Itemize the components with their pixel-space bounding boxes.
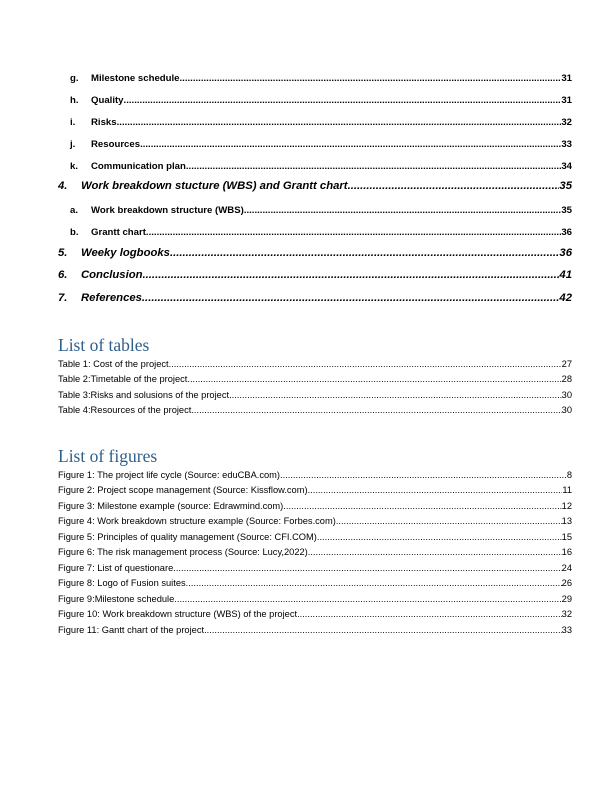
- figure-entry-label: Figure 9:Milestone schedule: [58, 594, 175, 604]
- toc-leader-dots: [117, 116, 562, 129]
- table-entry-page: 30: [561, 405, 572, 415]
- table-entry-label: Table 2:Timetable of the project: [58, 374, 188, 384]
- table-entry-page: 30: [561, 390, 572, 400]
- figure-list-entry[interactable]: [58, 469, 572, 482]
- toc-leader-dots: [186, 160, 561, 173]
- toc-entry[interactable]: [58, 116, 572, 129]
- table-entry-label: Table 1: Cost of the project: [58, 359, 169, 369]
- toc-leader-dots: [280, 469, 567, 482]
- toc-leader-dots: [174, 593, 561, 606]
- toc-section-entry[interactable]: [58, 246, 572, 261]
- toc-section-page: 36: [559, 247, 572, 259]
- toc-entry-page: 31: [561, 95, 572, 106]
- toc-entry-page: 34: [561, 161, 572, 172]
- figure-entry-page: 12: [561, 501, 572, 511]
- figure-list-entry[interactable]: [58, 484, 572, 497]
- toc-leader-dots: [143, 268, 560, 283]
- toc-section-number: 6.: [58, 269, 68, 281]
- toc-entry-number: g.: [70, 73, 79, 84]
- figure-entry-page: 33: [561, 625, 572, 635]
- toc-leader-dots: [244, 204, 562, 217]
- figure-entry-page: 26: [561, 578, 572, 588]
- toc-leader-dots: [180, 72, 562, 85]
- figure-list-entry[interactable]: [58, 577, 572, 590]
- toc-leader-dots: [308, 546, 562, 559]
- toc-entry-number: j.: [70, 139, 76, 150]
- figure-list-entry[interactable]: [58, 562, 572, 575]
- toc-leader-dots: [308, 484, 563, 497]
- list-of-tables-heading: List of tables: [58, 335, 150, 355]
- table-entry-label: Table 4:Resources of the project: [58, 405, 192, 415]
- table-entry-page: 28: [561, 374, 572, 384]
- figure-entry-label: Figure 3: Milestone example (source: Edrawmind.com): [58, 501, 284, 511]
- toc-leader-dots: [187, 373, 561, 386]
- table-entry-page: 27: [561, 359, 572, 369]
- figure-list-entry[interactable]: [58, 531, 572, 544]
- toc-section-label: Conclusion: [81, 269, 143, 281]
- toc-section-number: 4.: [58, 180, 68, 192]
- figure-entry-label: Figure 5: Principles of quality management (Source: CFI.COM): [58, 532, 317, 542]
- table-list-entry[interactable]: [58, 373, 572, 386]
- table-entry-label: Table 3:Risks and solusions of the project: [58, 390, 230, 400]
- toc-leader-dots: [317, 531, 562, 544]
- figure-entry-label: Figure 4: Work breakdown structure example (Source: Forbes.com): [58, 516, 336, 526]
- figure-entry-page: 11: [562, 485, 572, 495]
- figure-list-entry[interactable]: [58, 515, 572, 528]
- toc-section-page: 41: [559, 269, 572, 281]
- figure-entry-page: 16: [561, 547, 572, 557]
- toc-entry-page: 32: [561, 117, 572, 128]
- toc-leader-dots: [124, 94, 562, 107]
- toc-entry[interactable]: [58, 204, 572, 217]
- toc-entry-label: Milestone schedule: [91, 73, 180, 84]
- toc-section-page: 35: [559, 180, 572, 192]
- figure-entry-page: 15: [561, 532, 572, 542]
- figure-entry-label: Figure 2: Project scope management (Source: Kissflow.com): [58, 485, 308, 495]
- toc-leader-dots: [297, 608, 562, 621]
- toc-section-page: 42: [559, 292, 572, 304]
- toc-entry[interactable]: [58, 138, 572, 151]
- toc-entry[interactable]: [58, 94, 572, 107]
- toc-entry-label: Communication plan: [91, 161, 186, 172]
- toc-entry-label: Quality: [91, 95, 124, 106]
- toc-entry[interactable]: [58, 160, 572, 173]
- toc-entry-page: 36: [561, 227, 572, 238]
- toc-section-label: Work breakdown stucture (WBS) and Grantt chart: [81, 180, 348, 192]
- toc-leader-dots: [204, 624, 562, 637]
- toc-leader-dots: [169, 358, 562, 371]
- figure-entry-label: Figure 1: The project life cycle (Source: eduCBA.com): [58, 470, 281, 480]
- figure-entry-page: 13: [561, 516, 572, 526]
- toc-entry[interactable]: [58, 72, 572, 85]
- figure-list-entry[interactable]: [58, 608, 572, 621]
- toc-entry-page: 35: [561, 205, 572, 216]
- toc-entry-number: a.: [70, 205, 79, 216]
- toc-entry-number: b.: [70, 227, 79, 238]
- list-of-figures-heading: List of figures: [58, 446, 158, 466]
- toc-leader-dots: [186, 577, 562, 590]
- figure-entry-label: Figure 6: The risk management process (Source: Lucy,2022): [58, 547, 308, 557]
- toc-entry-label: Work breakdown structure (WBS): [91, 205, 244, 216]
- table-list-entry[interactable]: [58, 389, 572, 402]
- toc-leader-dots: [191, 404, 561, 417]
- toc-leader-dots: [142, 291, 560, 306]
- toc-leader-dots: [336, 515, 562, 528]
- toc-entry-label: Risks: [91, 117, 117, 128]
- figure-list-entry[interactable]: [58, 500, 572, 513]
- figure-entry-page: 8: [566, 470, 572, 480]
- toc-entry-page: 33: [561, 139, 572, 150]
- toc-entry-number: h.: [70, 95, 79, 106]
- toc-leader-dots: [283, 500, 561, 513]
- figure-entry-page: 24: [561, 563, 572, 573]
- toc-leader-dots: [348, 179, 560, 194]
- figure-entry-page: 32: [561, 609, 572, 619]
- toc-entry[interactable]: [58, 226, 572, 239]
- toc-entry-label: Grantt chart: [91, 227, 146, 238]
- toc-entry-number: k.: [70, 161, 79, 172]
- figure-entry-label: Figure 8: Logo of Fusion suites: [58, 578, 186, 588]
- figure-entry-page: 29: [561, 594, 572, 604]
- toc-section-number: 7.: [58, 292, 68, 304]
- toc-entry-number: i.: [70, 117, 76, 128]
- toc-leader-dots: [170, 246, 559, 261]
- toc-entry-page: 31: [561, 73, 572, 84]
- toc-section-entry[interactable]: [58, 179, 572, 194]
- toc-section-number: 5.: [58, 247, 68, 259]
- toc-leader-dots: [229, 389, 562, 402]
- toc-section-entry[interactable]: [58, 291, 572, 306]
- figure-list-entry[interactable]: [58, 624, 572, 637]
- toc-section-entry[interactable]: [58, 268, 572, 283]
- figure-list-entry[interactable]: [58, 593, 572, 606]
- figure-list-entry[interactable]: [58, 546, 572, 559]
- figure-entry-label: Figure 7: List of questionare: [58, 563, 174, 573]
- toc-leader-dots: [173, 562, 561, 575]
- toc-entry-label: Resources: [91, 139, 141, 150]
- figure-entry-label: Figure 10: Work breakdown structure (WBS) of the project: [58, 609, 298, 619]
- table-list-entry[interactable]: [58, 358, 572, 371]
- toc-section-label: References: [81, 292, 142, 304]
- figure-entry-label: Figure 11: Gantt chart of the project: [58, 625, 205, 635]
- table-list-entry[interactable]: [58, 404, 572, 417]
- toc-section-label: Weeky logbooks: [81, 247, 170, 259]
- toc-leader-dots: [140, 138, 561, 151]
- toc-leader-dots: [146, 226, 561, 239]
